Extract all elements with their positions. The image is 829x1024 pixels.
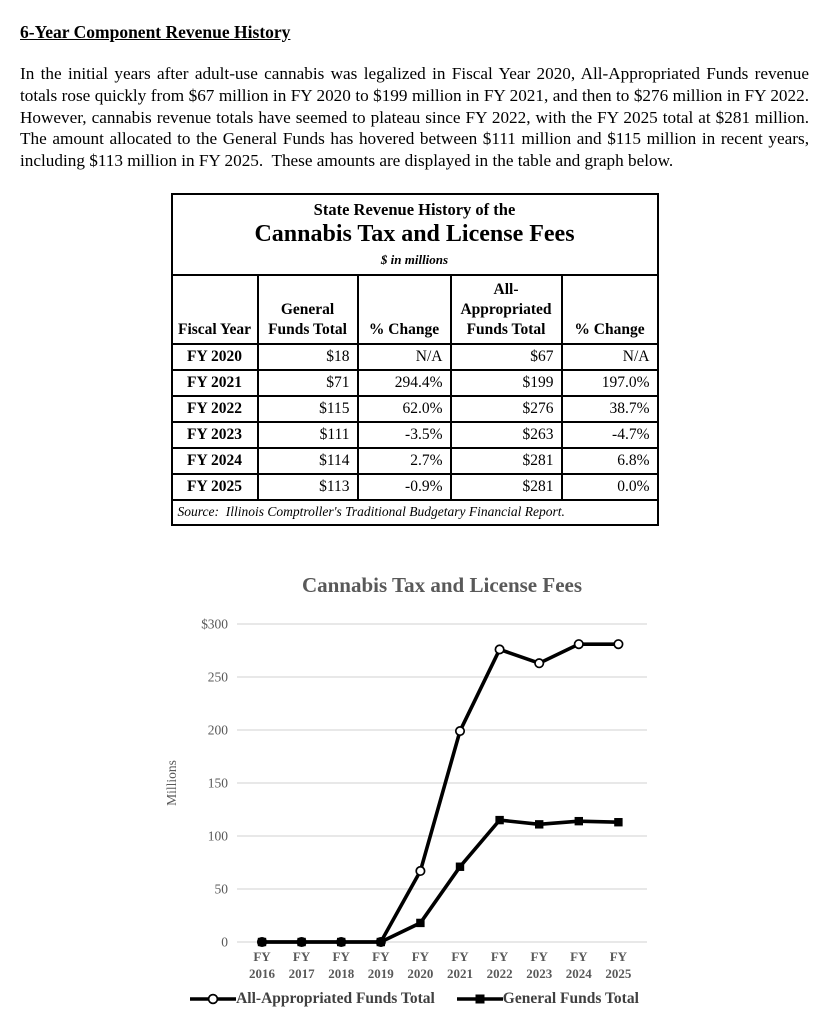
y-tick-label: 250 <box>207 669 228 685</box>
y-axis-title: Millions <box>163 760 179 807</box>
data-point-circle <box>535 659 543 667</box>
data-point-square <box>455 863 463 871</box>
cell-general-pct: 294.4% <box>358 370 451 396</box>
y-tick-label: 200 <box>207 722 228 738</box>
x-tick-label: FY 2024 <box>565 949 592 982</box>
y-tick-label: 0 <box>220 934 228 950</box>
chart-title: Cannabis Tax and License Fees <box>301 573 582 598</box>
page-title: 6-Year Component Revenue History <box>20 22 291 42</box>
cell-all-appropriated: $276 <box>451 396 562 422</box>
table-row <box>172 344 658 370</box>
data-point-circle <box>455 727 463 735</box>
y-tick-label: 150 <box>207 775 228 791</box>
series-line-1 <box>262 821 618 943</box>
x-tick-label: FY 2019 <box>367 949 394 982</box>
table-row <box>172 370 658 396</box>
revenue-chart-svg <box>130 559 700 983</box>
body-paragraph: In the initial years after adult-use cannabis was legalized in Fiscal Year 2020, All-Appropriated Funds revenue totals rose quickly from $67 million in FY 2020 to $199 million in FY 2021, and then to $276 million in FY 2022. However, cannabis revenue totals have seemed to plateau since FY 2022, with the FY 2025 total at $281 million. The amount allocated to the General Funds has hovered between $111 million and $115 million in recent years, including $113 million in FY 2025. These amounts are displayed in the table and graph below. <box>20 64 818 171</box>
column-header-all-appropriated-funds-total: All-Appropriated Funds Total <box>451 275 562 344</box>
cell-general-funds: $71 <box>258 370 358 396</box>
data-point-circle <box>495 646 503 654</box>
cell-fiscal-year: FY 2023 <box>172 422 258 448</box>
cell-all-appropriated: $281 <box>451 448 562 474</box>
revenue-chart <box>130 559 700 1008</box>
line-open-circle-marker-icon <box>190 993 236 1005</box>
cell-all-pct: -4.7% <box>562 422 658 448</box>
cell-general-funds: $18 <box>258 344 358 370</box>
cell-all-pct: N/A <box>562 344 658 370</box>
data-point-square <box>495 816 503 824</box>
line-filled-square-marker-icon <box>457 993 503 1005</box>
y-tick-label: 100 <box>207 828 228 844</box>
legend-label-general-funds: General Funds Total <box>502 990 639 1008</box>
table-row <box>172 448 658 474</box>
x-tick-label: FY 2020 <box>406 949 433 982</box>
table-row <box>172 422 658 448</box>
cell-all-pct: 38.7% <box>562 396 658 422</box>
x-tick-label: FY 2022 <box>486 949 513 982</box>
x-tick-label: FY 2023 <box>525 949 552 982</box>
cell-general-pct: 62.0% <box>358 396 451 422</box>
table-subtitle: $ in millions <box>380 251 449 267</box>
cell-all-appropriated: $199 <box>451 370 562 396</box>
data-point-square <box>416 919 424 927</box>
column-header-pct-change-all: % Change <box>562 275 658 344</box>
cell-all-appropriated: $281 <box>451 474 562 500</box>
table-header-row <box>172 275 658 344</box>
revenue-history-table <box>171 193 659 526</box>
cell-general-funds: $115 <box>258 396 358 422</box>
x-tick-label: FY 2017 <box>288 949 315 982</box>
cell-general-funds: $111 <box>258 422 358 448</box>
cell-all-pct: 6.8% <box>562 448 658 474</box>
table-title-cell <box>172 194 658 275</box>
cell-general-pct: N/A <box>358 344 451 370</box>
table-title-line2: Cannabis Tax and License Fees <box>254 220 575 247</box>
data-point-circle <box>614 640 622 648</box>
column-header-general-funds-total: General Funds Total <box>258 275 358 344</box>
chart-legend <box>130 990 700 1008</box>
table-row <box>172 396 658 422</box>
cell-all-pct: 0.0% <box>562 474 658 500</box>
cell-all-appropriated: $263 <box>451 422 562 448</box>
column-header-pct-change-general: % Change <box>358 275 451 344</box>
x-tick-label: FY 2016 <box>248 949 275 982</box>
y-axis-prefix: $ <box>200 616 208 632</box>
legend-label-all-appropriated: All-Appropriated Funds Total <box>236 990 435 1008</box>
table-source-row <box>172 500 658 525</box>
data-point-square <box>376 938 384 946</box>
cell-general-pct: -3.5% <box>358 422 451 448</box>
cell-fiscal-year: FY 2022 <box>172 396 258 422</box>
table-title-line1: State Revenue History of the <box>313 199 516 219</box>
cell-general-pct: 2.7% <box>358 448 451 474</box>
y-tick-label: 300 <box>207 616 228 632</box>
table-row <box>172 474 658 500</box>
cell-all-pct: 197.0% <box>562 370 658 396</box>
data-point-square <box>297 938 305 946</box>
cell-general-funds: $114 <box>258 448 358 474</box>
data-point-circle <box>416 867 424 875</box>
data-point-square <box>614 818 622 826</box>
data-point-square <box>574 817 582 825</box>
cell-general-funds: $113 <box>258 474 358 500</box>
data-point-square <box>535 821 543 829</box>
cell-general-pct: -0.9% <box>358 474 451 500</box>
legend-item-general-funds <box>457 990 639 1008</box>
cell-fiscal-year: FY 2024 <box>172 448 258 474</box>
cell-all-appropriated: $67 <box>451 344 562 370</box>
cell-fiscal-year: FY 2020 <box>172 344 258 370</box>
column-header-fiscal-year: Fiscal Year <box>172 275 258 344</box>
table-source: Source: Illinois Comptroller's Traditional Budgetary Financial Report. <box>172 500 658 525</box>
x-tick-label: FY 2025 <box>604 949 631 982</box>
data-point-circle <box>574 640 582 648</box>
legend-item-all-appropriated <box>190 990 435 1008</box>
x-tick-label: FY 2018 <box>327 949 354 982</box>
cell-fiscal-year: FY 2025 <box>172 474 258 500</box>
table-title-row <box>172 194 658 275</box>
cell-fiscal-year: FY 2021 <box>172 370 258 396</box>
data-point-square <box>337 938 345 946</box>
x-tick-label: FY 2021 <box>446 949 473 982</box>
y-tick-label: 50 <box>214 881 228 897</box>
data-point-square <box>257 938 265 946</box>
